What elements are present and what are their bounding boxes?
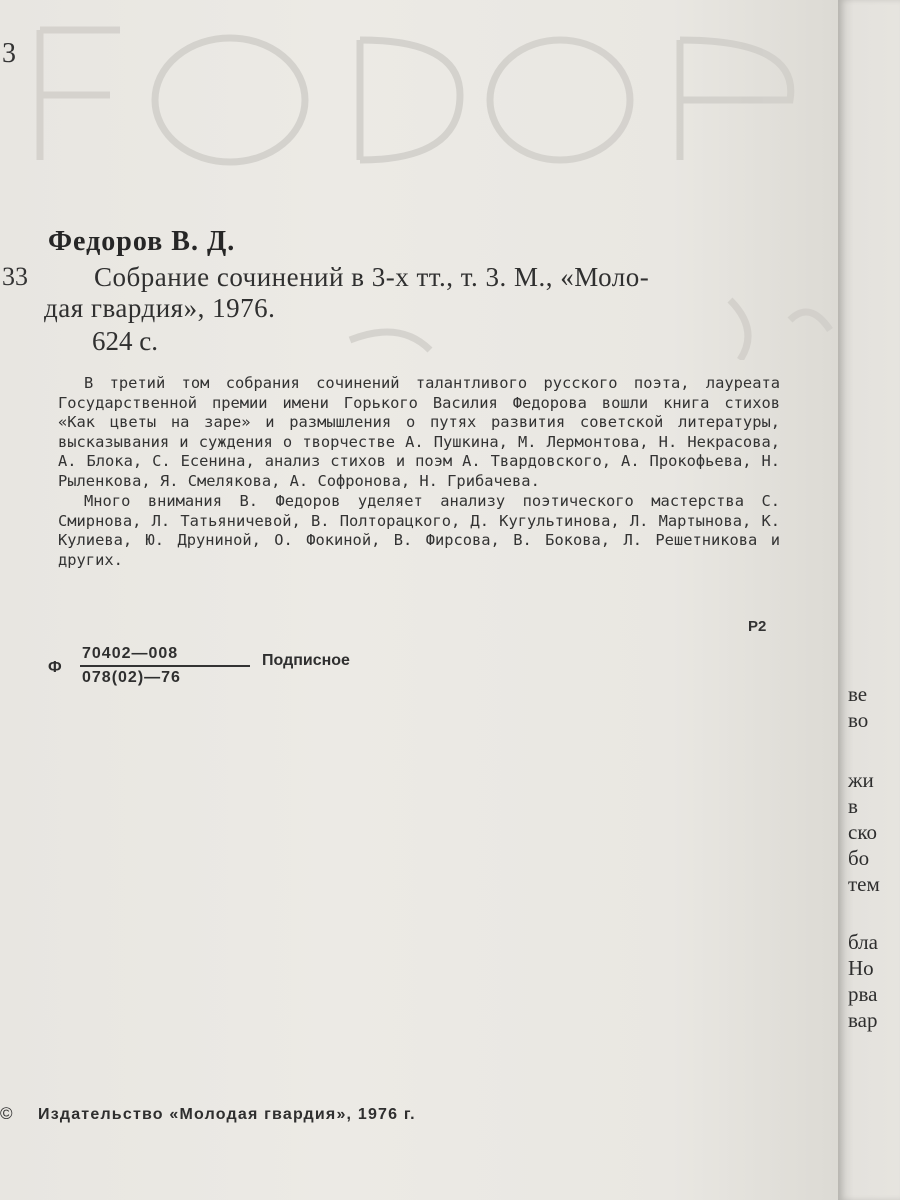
publisher-line xyxy=(0,1104,416,1124)
fragment: жи xyxy=(848,768,874,792)
fragment: вар xyxy=(848,1008,878,1032)
page-count: 624 с. xyxy=(92,326,158,356)
annotation-paragraph-2: Много внимания В. Федоров уделяет анализу поэтического мастерства С. Смирнова, Л. Татьяничевой, В. Полторацкого, Д. Кугультинова, Л. Мартынова, К. Кулиева, Ю. Друниной, О. Фокиной, В. Фирсова, В. Бокова, Л. Решетникова и других. xyxy=(58,492,780,569)
annotation xyxy=(58,374,780,570)
fragment: тем xyxy=(848,872,880,896)
publisher-text: Издательство «Молодая гвардия», 1976 г. xyxy=(38,1106,416,1123)
title-line-2: дая гвардия», 1976. xyxy=(44,293,276,323)
adjacent-page-edge xyxy=(838,0,900,1200)
price-symbol: Ф xyxy=(48,659,62,676)
subscription-label: Подписное xyxy=(262,652,350,669)
catalog-index-code: 33 xyxy=(2,262,28,291)
classification-code: Р2 xyxy=(748,618,767,635)
corner-number: 3 xyxy=(2,38,16,69)
copyright-icon: © xyxy=(0,1104,14,1123)
price-numerator: 70402—008 xyxy=(82,645,179,662)
fragment: рва xyxy=(848,982,878,1006)
fragment: бо xyxy=(848,846,870,870)
price-fraction xyxy=(80,643,350,689)
fragment: ско xyxy=(848,820,877,844)
annotation-paragraph-1: В третий том собрания сочинений талантливого русского поэта, лауреата Государственной премии имени Горького Василия Федорова вошли книга стихов «Как цветы на заре» и размышления о путях развития советской литературы, высказывания и суждения о творчестве А. Пушкина, М. Лермонтова, Н. Некрасова, А. Блока, С. Есенина, анализ стихов и поэм А. Твардовского, А. Прокофьева, Н. Рыленкова, Я. Смелякова, А. Софронова, Н. Грибачева. xyxy=(58,374,780,490)
price-denominator: 078(02)—76 xyxy=(80,665,250,689)
book-description xyxy=(44,262,778,324)
fragment: Но xyxy=(848,956,874,980)
title-line-1: Собрание сочинений в 3-х тт., т. 3. М., «Моло- xyxy=(94,262,650,292)
fragment: во xyxy=(848,708,869,732)
author-name: Федоров В. Д. xyxy=(48,226,236,257)
fragment: ве xyxy=(848,682,868,706)
fragment: в xyxy=(848,794,858,818)
fragment: бла xyxy=(848,930,878,954)
